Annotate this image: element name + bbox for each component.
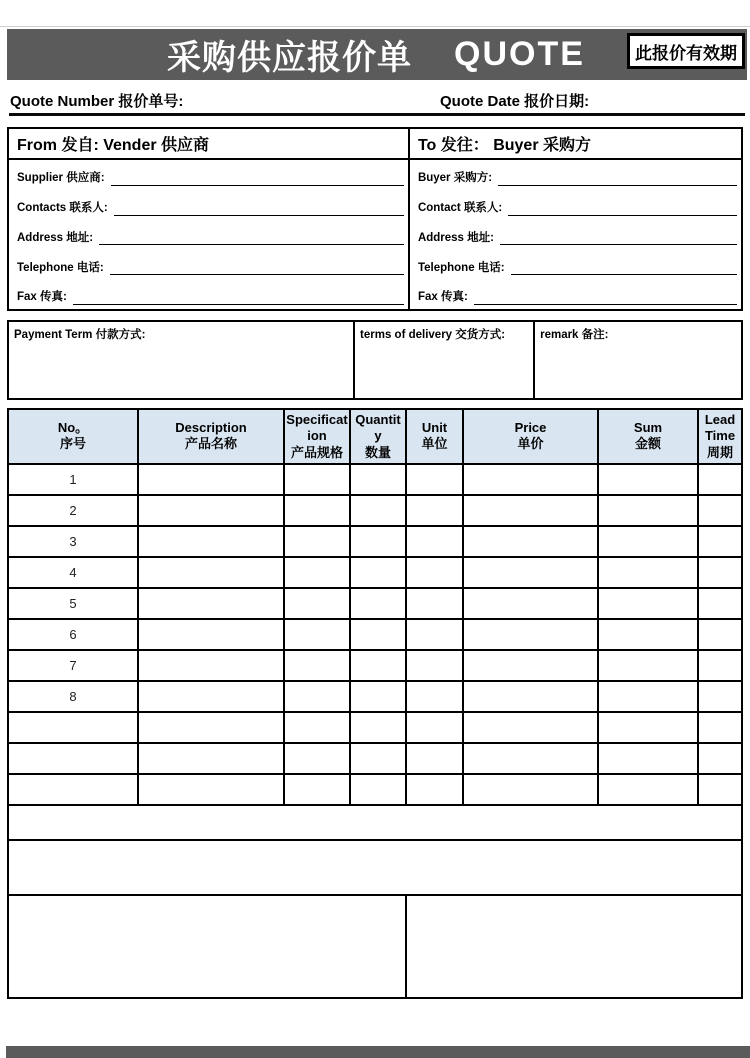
description-cell[interactable] — [138, 774, 284, 805]
row-number-cell: 4 — [8, 557, 138, 588]
page-title-chinese: 采购供应报价单 — [167, 39, 412, 77]
unit-cell[interactable] — [406, 774, 463, 805]
quantity-cell[interactable] — [350, 650, 406, 681]
buyer-address-field-row — [410, 220, 741, 250]
merged-note-cell-tall[interactable] — [8, 840, 742, 895]
unit-cell[interactable] — [406, 526, 463, 557]
row-number-cell: 1 — [8, 464, 138, 495]
lead-time-cell[interactable] — [698, 526, 742, 557]
lead-time-cell[interactable] — [698, 774, 742, 805]
item-row — [8, 526, 742, 557]
validity-badge: 此报价有效期 — [627, 33, 745, 69]
unit-cell[interactable] — [406, 619, 463, 650]
vendor-address-input-line[interactable] — [99, 242, 404, 245]
footer-bar — [6, 1046, 750, 1058]
price-cell[interactable] — [463, 619, 598, 650]
specification-cell[interactable] — [284, 619, 350, 650]
quantity-cell[interactable] — [350, 774, 406, 805]
vendor-address-label: Address 地址: — [17, 231, 94, 244]
unit-cell[interactable] — [406, 681, 463, 712]
column-header-unit: Unit 单位 — [406, 409, 463, 464]
description-cell[interactable] — [138, 495, 284, 526]
quantity-cell[interactable] — [350, 588, 406, 619]
column-header-quantity: Quantity 数量 — [350, 409, 406, 464]
title-bar — [7, 29, 747, 80]
unit-cell[interactable] — [406, 557, 463, 588]
column-header-description: Description 产品名称 — [138, 409, 284, 464]
row-number-cell: 3 — [8, 526, 138, 557]
quote-meta-underline[interactable] — [9, 113, 745, 116]
buyer-contact-field-row — [410, 190, 741, 220]
unit-cell[interactable] — [406, 588, 463, 619]
column-header-lead-time: Lead Time 周期 — [698, 409, 742, 464]
item-row — [8, 588, 742, 619]
sum-cell[interactable] — [598, 526, 698, 557]
quantity-cell[interactable] — [350, 495, 406, 526]
empty-item-row — [8, 712, 742, 743]
description-cell[interactable] — [138, 588, 284, 619]
specification-cell[interactable] — [284, 526, 350, 557]
quantity-cell[interactable] — [350, 464, 406, 495]
from-to-section — [7, 127, 743, 311]
lead-time-cell[interactable] — [698, 619, 742, 650]
item-row — [8, 464, 742, 495]
column-header-price: Price 单价 — [463, 409, 598, 464]
supplier-label: Supplier 供应商: — [17, 172, 105, 185]
vendor-telephone-field-row — [9, 249, 408, 279]
description-cell[interactable] — [138, 464, 284, 495]
delivery-terms-label: terms of delivery 交货方式: — [360, 329, 506, 341]
price-cell[interactable] — [463, 650, 598, 681]
quantity-cell[interactable] — [350, 743, 406, 774]
quantity-cell[interactable] — [350, 619, 406, 650]
buyer-fax-label: Fax 传真: — [417, 291, 468, 304]
row-number-cell: 8 — [8, 681, 138, 712]
sum-cell[interactable] — [598, 743, 698, 774]
lead-time-cell[interactable] — [698, 557, 742, 588]
price-cell[interactable] — [463, 712, 598, 743]
buyer-field-row — [410, 160, 741, 190]
price-cell[interactable] — [463, 557, 598, 588]
empty-item-row — [8, 743, 742, 774]
quantity-cell[interactable] — [350, 526, 406, 557]
item-row — [8, 557, 742, 588]
bottom-right-cell[interactable] — [406, 895, 742, 998]
item-row — [8, 650, 742, 681]
buyer-telephone-field-row — [410, 249, 741, 279]
price-cell[interactable] — [463, 464, 598, 495]
vendor-fax-label: Fax 传真: — [17, 291, 67, 304]
item-row — [8, 495, 742, 526]
buyer-telephone-label: Telephone 电话: — [417, 261, 505, 274]
row-number-cell: 6 — [8, 619, 138, 650]
buyer-label: Buyer 采购方: — [417, 172, 493, 185]
description-cell[interactable] — [138, 681, 284, 712]
items-table-wrap — [7, 408, 743, 999]
sum-cell[interactable] — [598, 681, 698, 712]
price-cell[interactable] — [463, 681, 598, 712]
supplier-field-row — [9, 160, 408, 190]
lead-time-cell[interactable] — [698, 681, 742, 712]
terms-section — [7, 320, 743, 400]
remark-cell[interactable] — [533, 322, 741, 398]
quote-date-label: Quote Date 报价日期: — [440, 93, 590, 110]
vendor-address-field-row — [9, 220, 408, 250]
sum-cell[interactable] — [598, 650, 698, 681]
delivery-terms-cell[interactable] — [353, 322, 533, 398]
item-row — [8, 619, 742, 650]
buyer-input-line[interactable] — [498, 183, 737, 186]
unit-cell[interactable] — [406, 743, 463, 774]
merged-note-cell[interactable] — [8, 805, 742, 840]
row-number-cell: 7 — [8, 650, 138, 681]
row-number-cell — [8, 712, 138, 743]
contacts-label: Contacts 联系人: — [17, 202, 108, 215]
vendor-telephone-label: Telephone 电话: — [17, 261, 104, 274]
bottom-split-row — [8, 895, 742, 998]
buyer-fax-input-line[interactable] — [474, 302, 737, 305]
row-number-cell: 5 — [8, 588, 138, 619]
unit-cell[interactable] — [406, 464, 463, 495]
specification-cell[interactable] — [284, 650, 350, 681]
quote-number-label: Quote Number 报价单号: — [10, 93, 184, 110]
description-cell[interactable] — [138, 743, 284, 774]
lead-time-cell[interactable] — [698, 588, 742, 619]
price-cell[interactable] — [463, 526, 598, 557]
vendor-fax-input-line[interactable] — [73, 302, 404, 305]
merged-note-row-tall — [8, 840, 742, 895]
items-header-row — [8, 409, 742, 464]
lead-time-cell[interactable] — [698, 650, 742, 681]
buyer-fax-field-row — [410, 279, 741, 309]
bottom-left-cell[interactable] — [8, 895, 406, 998]
item-row — [8, 681, 742, 712]
unit-cell[interactable] — [406, 495, 463, 526]
row-number-cell — [8, 774, 138, 805]
column-header-no: No。 序号 — [8, 409, 138, 464]
buyer-telephone-input-line[interactable] — [511, 272, 737, 275]
items-table — [7, 408, 743, 999]
specification-cell[interactable] — [284, 495, 350, 526]
sum-cell[interactable] — [598, 588, 698, 619]
quantity-cell[interactable] — [350, 557, 406, 588]
column-header-specification: Specification 产品规格 — [284, 409, 350, 464]
column-header-sum: Sum 金额 — [598, 409, 698, 464]
buyer-contact-input-line[interactable] — [508, 213, 737, 216]
price-cell[interactable] — [463, 774, 598, 805]
items-table-body — [8, 464, 742, 998]
description-cell[interactable] — [138, 712, 284, 743]
to-panel-header: To 发往： Buyer 采购方 — [410, 129, 741, 160]
buyer-contact-label: Contact 联系人: — [417, 202, 503, 215]
sum-cell[interactable] — [598, 712, 698, 743]
specification-cell[interactable] — [284, 557, 350, 588]
lead-time-cell[interactable] — [698, 464, 742, 495]
specification-cell[interactable] — [284, 774, 350, 805]
row-number-cell: 2 — [8, 495, 138, 526]
sum-cell[interactable] — [598, 774, 698, 805]
empty-item-row — [8, 774, 742, 805]
buyer-address-input-line[interactable] — [500, 242, 737, 245]
unit-cell[interactable] — [406, 650, 463, 681]
description-cell[interactable] — [138, 650, 284, 681]
specification-cell[interactable] — [284, 712, 350, 743]
lead-time-cell[interactable] — [698, 712, 742, 743]
merged-note-row — [8, 805, 742, 840]
vendor-telephone-input-line[interactable] — [110, 272, 404, 275]
row-number-cell — [8, 743, 138, 774]
description-cell[interactable] — [138, 526, 284, 557]
remark-label: remark 备注: — [540, 329, 609, 341]
vendor-fax-field-row — [9, 279, 408, 309]
sum-cell[interactable] — [598, 495, 698, 526]
to-panel — [408, 129, 741, 309]
sum-cell[interactable] — [598, 619, 698, 650]
contacts-input-line[interactable] — [114, 213, 404, 216]
payment-term-label: Payment Term 付款方式: — [14, 329, 146, 341]
specification-cell[interactable] — [284, 464, 350, 495]
price-cell[interactable] — [463, 495, 598, 526]
description-cell[interactable] — [138, 619, 284, 650]
sum-cell[interactable] — [598, 557, 698, 588]
specification-cell[interactable] — [284, 681, 350, 712]
price-cell[interactable] — [463, 588, 598, 619]
specification-cell[interactable] — [284, 588, 350, 619]
price-cell[interactable] — [463, 743, 598, 774]
from-panel-header: From 发自: Vender 供应商 — [9, 129, 408, 160]
supplier-input-line[interactable] — [111, 183, 404, 186]
specification-cell[interactable] — [284, 743, 350, 774]
page-title-english: QUOTE — [454, 35, 585, 73]
sum-cell[interactable] — [598, 464, 698, 495]
contacts-field-row — [9, 190, 408, 220]
lead-time-cell[interactable] — [698, 495, 742, 526]
top-divider-line — [0, 26, 750, 27]
quantity-cell[interactable] — [350, 681, 406, 712]
description-cell[interactable] — [138, 557, 284, 588]
lead-time-cell[interactable] — [698, 743, 742, 774]
unit-cell[interactable] — [406, 712, 463, 743]
from-panel — [9, 129, 408, 309]
buyer-address-label: Address 地址: — [417, 231, 494, 244]
quantity-cell[interactable] — [350, 712, 406, 743]
payment-term-cell[interactable] — [9, 322, 353, 398]
